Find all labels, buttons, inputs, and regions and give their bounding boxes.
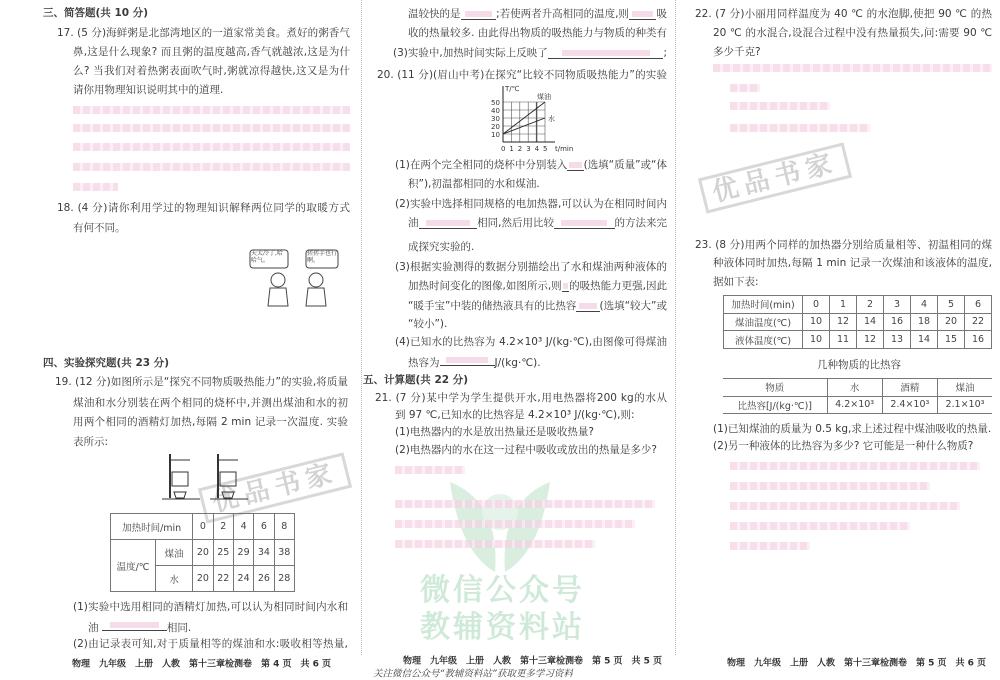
answer-blank	[461, 8, 496, 20]
text: ;	[663, 47, 667, 59]
text: 油	[88, 622, 99, 634]
table-cell: 比热容[J/(kg·℃)]	[723, 396, 827, 414]
question-20-3-text: “较小”).	[408, 318, 448, 330]
answer-redacted	[730, 84, 760, 92]
text: ;若使两者升高相同的温度,则	[496, 8, 629, 20]
answer-redacted	[730, 102, 830, 110]
question-20-4-text: (4)已知水的比热容为 4.2×10³ J/(kg·℃),由图像可得煤油	[395, 336, 667, 348]
question-19-cont	[408, 7, 667, 21]
temperature-time-graph	[490, 84, 590, 154]
table-cell: 25	[213, 540, 233, 566]
watermark-text: 教辅资料站	[420, 610, 585, 645]
data-table-19	[110, 513, 295, 592]
question-19-1-text: (1)实验中选用相同的酒精灯加热,可以认为相同时间内水和	[73, 601, 348, 613]
section-heading: 四、实验探究题(共 23 分)	[43, 357, 170, 369]
answer-redacted	[73, 143, 350, 151]
answer-redacted	[730, 522, 910, 530]
table-header: 酒精	[882, 379, 937, 397]
text: 热容为	[408, 357, 440, 369]
text: 相同,然后用比较	[477, 217, 554, 229]
section-heading: 三、简答题(共 10 分)	[43, 7, 149, 19]
column-divider	[675, 0, 676, 655]
question-19-cont: 收的热量较多. 由此得出物质的吸热能力与物质的种类有	[408, 27, 667, 39]
table-cell: 2.4×10³	[882, 396, 937, 414]
table-cell: 2	[857, 296, 884, 314]
page-footer: 物理 九年级 上册 人教 第十三章检测卷 第 4 页 共 6 页	[72, 659, 332, 670]
question-21-text: 到 97 ℃,已知水的比热容是 4.2×10³ J/(kg·℃),则:	[395, 409, 635, 421]
table-cell: 26	[254, 566, 274, 592]
text: 相同.	[166, 622, 192, 634]
question-20-text: 20. (11 分)(眉山中考)在探究“比较不同物质吸热能力”的实验	[377, 69, 667, 81]
speech-bubble-text: 搓搓手也行啊。	[307, 250, 338, 264]
table-cell: 28	[274, 566, 294, 592]
experiment-apparatus-illustration	[160, 452, 260, 502]
question-20-2-text	[408, 216, 667, 230]
table-cell: 5	[938, 296, 965, 314]
table-cell: 16	[884, 313, 911, 331]
table-cell: 18	[911, 313, 938, 331]
table-cell: 2.1×10³	[937, 396, 992, 414]
answer-redacted	[395, 500, 655, 508]
question-21-text: (1)电热器内的水是放出热量还是吸收热量?	[395, 426, 594, 438]
answer-blank	[548, 47, 664, 59]
answer-redacted	[730, 124, 870, 132]
table-header: 煤油	[156, 540, 193, 566]
text: 加热时间变化的图像,如图所示,则	[408, 280, 562, 292]
text: “暖手宝”中装的储热液具有的比热容	[408, 300, 577, 312]
y-tick-label: 40	[491, 107, 500, 115]
column-divider	[361, 0, 362, 655]
x-tick-label: 3	[526, 145, 531, 153]
question-18-text: 有何不同。	[73, 222, 126, 234]
table-header: 煤油温度(℃)	[724, 313, 803, 331]
table-header: 水	[156, 566, 193, 592]
question-20-4-text	[408, 354, 541, 368]
answer-redacted	[730, 542, 810, 550]
text: 的方法来完	[614, 217, 667, 229]
answer-redacted	[730, 502, 960, 510]
table-header: 煤油	[937, 379, 992, 397]
footnote: 关注微信公众号“教辅资料站”获取更多学习资料	[373, 668, 573, 680]
question-20-2-text: 成探究实验的.	[408, 241, 475, 253]
table-cell: 12	[857, 331, 884, 349]
y-tick-label: 50	[491, 99, 500, 107]
question-19-text: 用两个相同的酒精灯加热,每隔 2 min 记录一次温度. 实验	[73, 416, 348, 428]
answer-blank	[440, 354, 495, 366]
text: J/(kg·℃).	[494, 357, 541, 369]
answer-redacted	[730, 482, 930, 490]
question-19-text: 19. (12 分)如图所示是“探究不同物质吸热能力”的实验,将质量	[55, 376, 348, 388]
question-18-text: 18. (4 分)请你利用学过的物理知识解释两位同学的取暖方式	[57, 202, 350, 214]
watermark-stamp: 优品书家	[198, 452, 352, 523]
question-19-1-text	[88, 619, 191, 633]
question-23-text: 种液体同时加热,每隔 1 min 记录一次煤油和该液体的温度,	[713, 257, 992, 269]
table-cell: 4	[911, 296, 938, 314]
answer-blank	[629, 8, 656, 20]
table-cell: 38	[274, 540, 294, 566]
question-20-3-text: (3)根据实验测得的数据分别描绘出了水和煤油两种液体的	[395, 261, 667, 273]
question-21-text: 21. (7 分)某中学为学生提供开水,用电热器将200 kg的水从	[375, 392, 667, 404]
table-cell: 20	[193, 540, 213, 566]
table-cell: 0	[803, 296, 830, 314]
section-heading: 五、计算题(共 22 分)	[363, 374, 469, 386]
question-21-text: (2)电热器内的水在这一过程中吸收或放出的热量是多少?	[395, 444, 657, 456]
table-cell: 1	[830, 296, 857, 314]
text: (3)实验中,加热时间实际上反映了	[393, 47, 548, 59]
answer-redacted	[395, 520, 635, 528]
x-axis-label: t/min	[555, 145, 574, 153]
question-23-1-text: (1)已知煤油的质量为 0.5 kg,求上述过程中煤油吸收的热量.	[713, 423, 992, 435]
table-header: 物质	[723, 379, 827, 397]
answer-redacted	[73, 106, 350, 114]
table-cell: 10	[803, 331, 830, 349]
table-cell: 6	[965, 296, 992, 314]
question-17-text: 17. (5 分)海鲜粥是北部湾地区的一道家常美食。煮好的粥香气	[57, 27, 350, 39]
table-cell: 13	[884, 331, 911, 349]
answer-blank	[554, 217, 615, 229]
table-cell: 22	[213, 566, 233, 592]
question-22-text: 20 ℃ 的水混合,设混合过程中没有热量损失,问:需要 90 ℃	[713, 27, 992, 39]
table-cell: 6	[254, 514, 274, 540]
question-19-text: 煤油和水分别装在两个相同的烧杯中,并测出煤油和水的初	[73, 397, 348, 409]
x-tick-label: 0	[501, 145, 506, 153]
table-cell: 3	[884, 296, 911, 314]
answer-redacted	[73, 124, 350, 132]
text: 油	[408, 217, 419, 229]
answer-redacted	[73, 163, 350, 171]
watermark-text: 微信公众号	[420, 573, 585, 608]
question-23-text: 据如下表:	[713, 276, 759, 288]
question-20-1-text	[395, 158, 667, 172]
table-cell: 20	[193, 566, 213, 592]
table-header: 温度/℃	[111, 540, 156, 592]
watermark-stamp: 优品书家	[698, 142, 852, 213]
question-23-2-text: (2)另一种液体的比热容为多少? 它可能是一种什么物质?	[713, 440, 974, 452]
answer-blank	[567, 159, 583, 171]
table-cell: 8	[274, 514, 294, 540]
table-header: 水	[827, 379, 882, 397]
question-20-3-text	[408, 299, 667, 313]
answer-redacted	[713, 64, 992, 72]
y-tick-label: 20	[491, 123, 500, 131]
table-cell: 0	[193, 514, 213, 540]
question-19-3-text	[393, 46, 667, 60]
x-tick-label: 5	[543, 145, 548, 153]
table-cell: 16	[965, 331, 992, 349]
page-footer: 物理 九年级 上册 人教 第十三章检测卷 第 5 页 共 6 页	[727, 658, 987, 669]
text: (选填“质量”或“体	[583, 159, 667, 171]
answer-blank	[102, 619, 167, 631]
answer-redacted	[395, 540, 595, 548]
text: 的吸热能力更强,因此	[569, 280, 667, 292]
table-cell: 29	[233, 540, 253, 566]
series-label: 煤油	[537, 93, 551, 101]
table-cell: 20	[938, 313, 965, 331]
answer-blank	[576, 300, 599, 312]
question-22-text: 多少千克?	[713, 46, 761, 58]
data-table-23	[723, 295, 992, 349]
y-tick-label: 30	[491, 115, 500, 123]
y-tick-label: 10	[491, 131, 500, 139]
x-tick-label: 2	[517, 145, 523, 153]
answer-blank	[562, 280, 569, 292]
answer-blank	[419, 217, 478, 229]
x-tick-label: 1	[509, 145, 514, 153]
table-cell: 34	[254, 540, 274, 566]
table-cell: 14	[857, 313, 884, 331]
table-cell: 22	[965, 313, 992, 331]
text: 吸	[656, 8, 667, 20]
table-cell: 14	[911, 331, 938, 349]
page-footer: 物理 九年级 上册 人教 第十三章检测卷 第 5 页 共 5 页	[403, 656, 663, 667]
table-header: 加热时间/min	[111, 514, 193, 540]
table-header: 加热时间(min)	[724, 296, 803, 314]
table-cell: 12	[830, 313, 857, 331]
question-20-3-text	[408, 279, 667, 293]
question-17-text: 请你用物理知识说明其中的道理.	[73, 84, 224, 96]
question-23-text: 23. (8 分)用两个同样的加热器分别给质量相等、初温相同的煤	[695, 239, 992, 251]
x-tick-label: 4	[534, 145, 540, 153]
table-cell: 4	[233, 514, 253, 540]
text: (选填“较大”或	[599, 300, 667, 312]
table-header: 液体温度(℃)	[724, 331, 803, 349]
answer-redacted	[73, 183, 118, 191]
text: (1)在两个完全相同的烧杯中分别装入	[395, 159, 568, 171]
question-19-2-text: (2)由记录表可知,对于质量相等的煤油和水:吸收相等热量,	[73, 638, 348, 650]
table-title: 几种物质的比热容	[817, 359, 901, 371]
question-20-2-text: (2)实验中选择相同规格的电加热器,可以认为在相同时间内	[395, 198, 667, 210]
question-17-text: 么? 当我们对着热粥表面吹气时,粥就凉得越快,这又是为什	[73, 65, 350, 77]
question-17-text: 鼻,这是什么现象? 而且粥的温度越高,香气就越浓,这是为什	[73, 46, 350, 58]
table-cell: 24	[233, 566, 253, 592]
question-22-text: 22. (7 分)小丽用同样温度为 40 ℃ 的水泡脚,使把 90 ℃ 的热	[695, 8, 992, 20]
question-19-text: 表所示:	[73, 436, 109, 448]
answer-redacted	[730, 462, 980, 470]
table-cell: 10	[803, 313, 830, 331]
table-cell: 2	[213, 514, 233, 540]
series-label: 水	[548, 115, 555, 123]
table-cell: 11	[830, 331, 857, 349]
question-20-1-text: 积”),初温都相同的水和煤油.	[408, 178, 540, 190]
table-cell: 15	[938, 331, 965, 349]
table-cell: 4.2×10³	[827, 396, 882, 414]
speech-bubble-text: 天太冷了,哈哈气。	[251, 250, 283, 264]
specific-heat-table	[723, 378, 992, 414]
y-axis-label: T/℃	[505, 85, 520, 93]
text: 温较快的是	[408, 8, 461, 20]
answer-redacted	[395, 466, 465, 474]
